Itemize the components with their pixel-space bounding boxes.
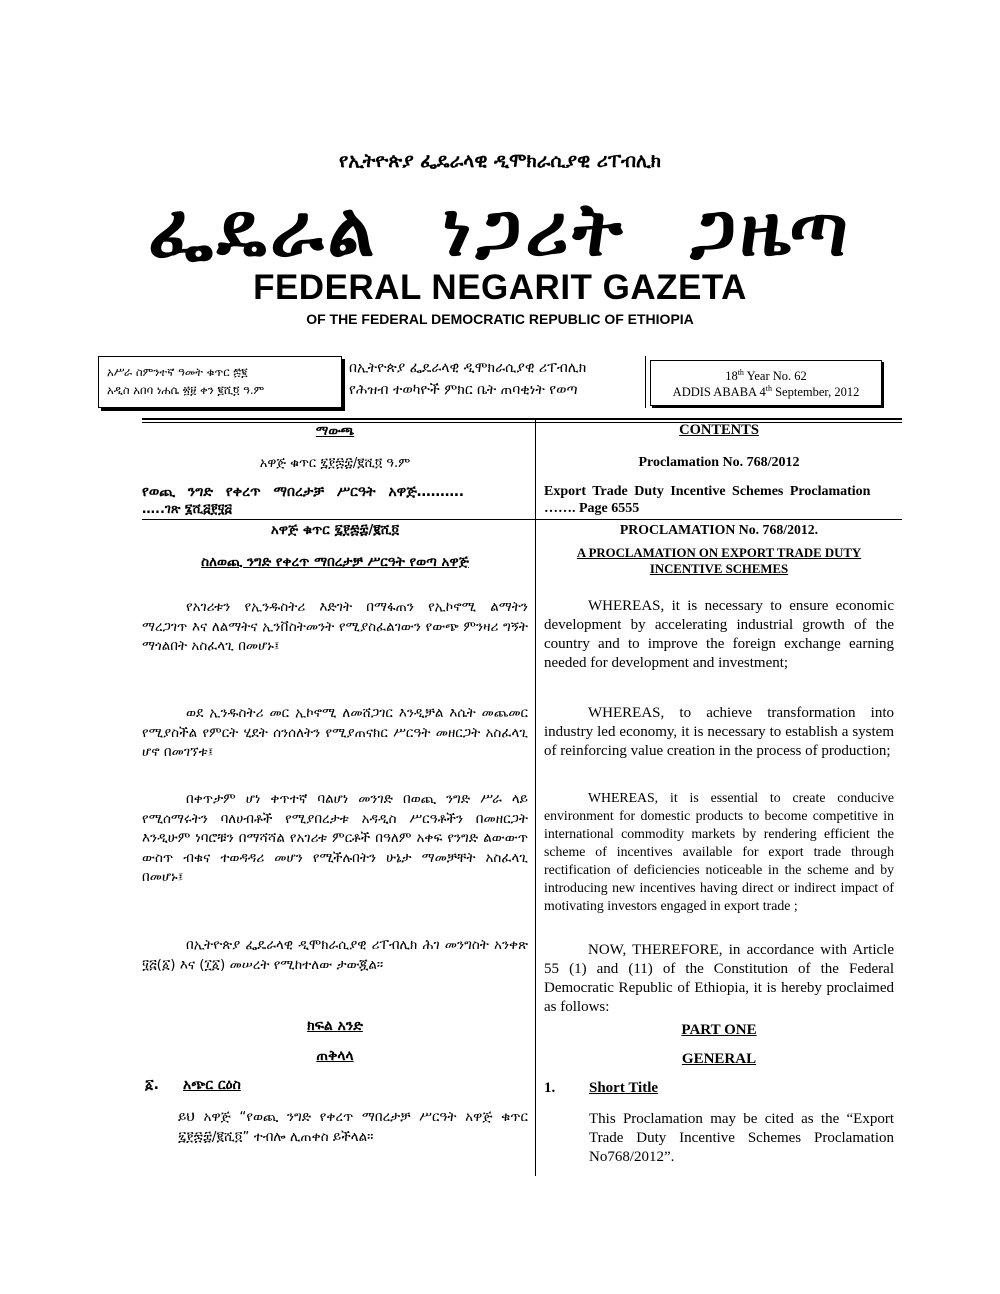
enactment-paragraph-amharic: በኢትዮጵያ ፌዴራላዊ ዲሞክራሲያዊ ሪፐብሊክ ሕገ መንግስት አንቀጽ ፶፭(፩) እና (፲፩) መሠረት የሚከተለው ታውጇል። bbox=[142, 937, 528, 973]
contents-proclamation-amharic: አዋጅ ቁጥር ፯፻፷፰/፪ሺ፬ ዓ.ም bbox=[259, 456, 411, 471]
publisher-line-2: የሕዝብ ተወካዮች ምክር ቤት ጠባቂነት የወጣ bbox=[349, 382, 578, 398]
general-heading-amharic: ጠቅላላ bbox=[316, 1048, 354, 1064]
contents-entry-english: Export Trade Duty Incentive Schemes Proclamation bbox=[544, 484, 871, 499]
section-1-number-english: 1. bbox=[544, 1080, 556, 1096]
contents-bottom-rule bbox=[142, 519, 902, 520]
contents-proclamation-english: Proclamation No. 768/2012 bbox=[638, 455, 800, 470]
issue-number-amharic: አሥራ ስምንተኛ ዓመት ቁጥር ፷፪ bbox=[107, 365, 248, 379]
section-1-number-amharic: ፩. bbox=[145, 1077, 159, 1093]
issue-year-number: 18th Year No. 62 bbox=[725, 368, 807, 384]
issue-date-amharic: አዲስ አበባ ነሐሴ ፳፱ ቀን ፪ሺ፬ ዓ.ም bbox=[107, 383, 265, 397]
publisher-box bbox=[341, 356, 644, 406]
preamble-paragraph-1-amharic: የአገሪቱን የኢንዱስትሪ እድገት በማፋጠን የኢኮኖሚ ልማትን ማረጋገጥ እና ለልማትና ኢንቨስትመንት የሚያስፈልገውን የውጭ ምንዛሪ ግኝት ማጎልበት አስፈላጊ በመሆኑ፤ bbox=[142, 599, 528, 654]
amharic-gazeta-title: ፌዴራል ነጋሪት ጋዜጣ bbox=[148, 187, 852, 273]
issue-info-box-english bbox=[650, 360, 882, 406]
proclamation-number-english: PROCLAMATION No. 768/2012. bbox=[619, 522, 819, 537]
preamble-paragraph-2-english: WHEREAS, to achieve transformation into industry led economy, it is necessary to establish a system of reinforcing value creation in the process of production; bbox=[544, 705, 894, 759]
english-gazeta-subtitle: OF THE FEDERAL DEMOCRATIC REPUBLIC OF ETHIOPIA bbox=[306, 311, 694, 327]
part-one-heading-amharic: ክፍል አንድ bbox=[307, 1018, 363, 1034]
section-1-title-english: Short Title bbox=[589, 1080, 659, 1096]
top-double-rule bbox=[142, 418, 902, 420]
contents-heading-english: CONTENTS bbox=[679, 422, 759, 438]
amharic-republic-heading: የኢትዮጵያ ፌዴራላዊ ዲሞክራሲያዊ ሪፐብሊክ bbox=[338, 150, 662, 172]
contents-entry-page-english: ……. Page 6555 bbox=[544, 501, 640, 516]
issue-info-box-amharic bbox=[98, 356, 342, 408]
preamble-paragraph-2-amharic: ወደ ኢንዱስትሪ መር ኢኮኖሚ ለመሸጋገር እንዲቻል እሴት መጨመር የሚያስችል የምርት ሂደት ሰንሰለትን የሚያጠናክር ሥርዓት መዘርጋት አስፈላጊ ሆኖ በመገኘቱ፤ bbox=[142, 705, 528, 760]
english-gazeta-title: FEDERAL NEGARIT GAZETA bbox=[253, 268, 747, 307]
proclamation-title-english: A PROCLAMATION ON EXPORT TRADE DUTY INCENTIVE SCHEMES bbox=[576, 546, 862, 576]
column-divider bbox=[535, 420, 536, 1176]
contents-entry-amharic: የወጪ ንግድ የቀረጥ ማበረታቻ ሥርዓት አዋጅ………. bbox=[142, 484, 465, 500]
section-1-text-english: This Proclamation may be cited as the “Export Trade Duty Incentive Schemes Proclamation No768/2012”. bbox=[589, 1111, 894, 1165]
part-one-heading-english: PART ONE bbox=[681, 1022, 757, 1038]
enactment-paragraph-english: NOW, THEREFORE, in accordance with Article 55 (1) and (11) of the Constitution of the Federal Democratic Republic of Ethiopia, it is hereby proclaimed as follows: bbox=[544, 942, 894, 1015]
section-1-text-amharic: ይህ አዋጅ “የወጪ ንግድ የቀረጥ ማበረታቻ ሥርዓት አዋጅ ቁጥር ፯፻፷፰/፪ሺ፬” ተብሎ ሊጠቀስ ይችላል። bbox=[178, 1109, 528, 1145]
preamble-paragraph-1-english: WHEREAS, it is necessary to ensure economic development by accelerating industrial growth of the country and to improve the foreign exchange earning needed for development and investment; bbox=[544, 598, 894, 671]
section-1-title-amharic: አጭር ርዕስ bbox=[183, 1077, 241, 1093]
contents-entry-page-amharic: …..ገጽ ፮ሺ፭፻፶፭ bbox=[142, 502, 232, 517]
publisher-line-1: በኢትዮጵያ ፌዴራላዊ ዲሞክራሲያዊ ሪፐብሊክ bbox=[349, 360, 587, 376]
issue-date-english: ADDIS ABABA 4th September, 2012 bbox=[672, 384, 860, 400]
preamble-paragraph-3-amharic: በቀጥታም ሆነ ቀጥተኛ ባልሆነ መንገድ በወጪ ንግድ ሥራ ላይ የሚሰማሩትን ባለሀብቶች የሚያበረታቱ አዳዲስ ሥርዓቶችን በመዘርጋት እንዲሁም ነባሮቹን በማሻሻል የአገሪቱ ምርቶች በዓለም አቀፍ የንግድ ልውውጥ ውስጥ ብቁና ተወዳዳሪ መሆን የሚችሉበትን ሁኔታ ማመቻቸት አስፈላጊ በመሆኑ፤ bbox=[142, 791, 528, 885]
contents-heading-amharic: ማውጫ bbox=[315, 424, 355, 439]
proclamation-title-amharic: ስለወጪ ንግድ የቀረጥ ማበረታቻ ሥርዓት የወጣ አዋጅ bbox=[201, 554, 469, 570]
proclamation-number-amharic: አዋጅ ቁጥር ፯፻፷፰/፪ሺ፬ bbox=[270, 522, 400, 538]
preamble-paragraph-3-english: WHEREAS, it is essential to create conducive environment for domestic products to become competitive in international commodity markets by rendering efficient the scheme of incentives available for export trade through rectification of deficiencies noticeable in the scheme and by introducing new incentives having direct or indirect impact of motivating investors engaged in export trade ; bbox=[544, 790, 894, 913]
general-heading-english: GENERAL bbox=[681, 1051, 757, 1067]
